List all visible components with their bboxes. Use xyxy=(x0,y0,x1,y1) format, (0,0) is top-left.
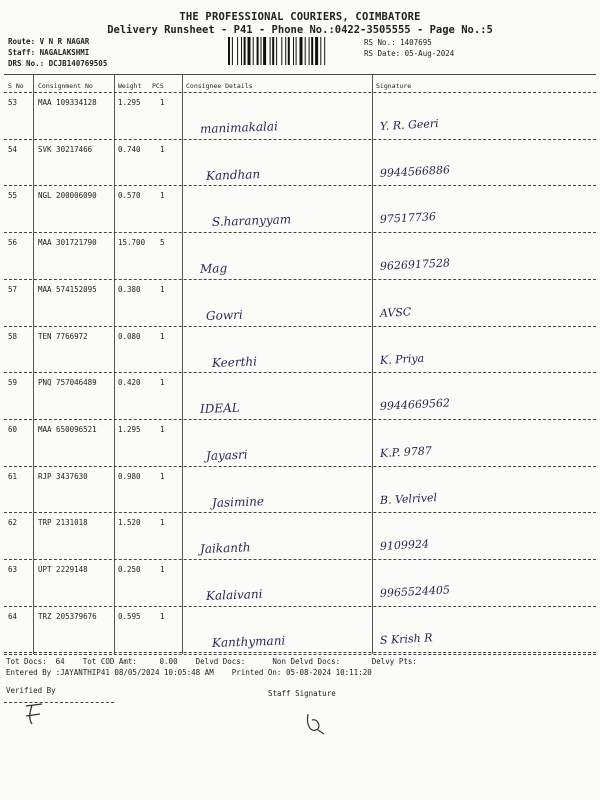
row-sno: 53 xyxy=(8,98,18,107)
row-sno: 58 xyxy=(8,331,18,341)
row-signature-handwriting: K.P. 9787 xyxy=(379,444,433,460)
barcode-bar xyxy=(300,37,303,65)
row-consignment-no: UPT 2229148 xyxy=(38,565,88,574)
row-divider xyxy=(4,512,596,513)
row-signature-handwriting: S Krish R xyxy=(379,630,433,647)
verified-by-label: Verified By xyxy=(6,686,56,695)
row-sno: 54 xyxy=(8,144,18,154)
barcode-bar xyxy=(305,37,306,65)
row-sno: 62 xyxy=(8,518,18,528)
drs-number: DRS No.: DCJB140769505 xyxy=(8,59,108,68)
row-consignee-handwriting: Gowri xyxy=(205,307,243,323)
route-label: Route: V N R NAGAR xyxy=(8,37,90,46)
row-consignment-no: SVK 30217466 xyxy=(38,144,93,154)
barcode-bar xyxy=(276,37,277,65)
staff-signature-mark xyxy=(300,708,330,738)
barcode-bar xyxy=(248,37,251,65)
row-signature-handwriting: 9944566886 xyxy=(379,163,451,180)
row-signature-handwriting: 97517736 xyxy=(379,210,437,227)
col-signature: Signature xyxy=(376,82,412,90)
barcode-bar xyxy=(263,37,266,65)
row-divider xyxy=(4,606,596,607)
row-consignee-handwriting: S.haranyyam xyxy=(211,212,292,230)
rs-number: RS No.: 1407695 xyxy=(364,38,432,47)
barcode-bar xyxy=(293,37,294,65)
barcode xyxy=(228,37,360,65)
row-consignment-no: TRP 2131018 xyxy=(38,518,88,528)
barcode-bar xyxy=(315,37,318,65)
row-pcs: 1 xyxy=(160,191,165,201)
row-sno: 64 xyxy=(8,611,18,621)
row-consignment-no: RJP 3437630 xyxy=(38,471,88,481)
col-divider xyxy=(372,74,373,654)
row-consignee-handwriting: Kanthymani xyxy=(211,633,286,650)
row-weight: 1.295 xyxy=(118,424,141,434)
barcode-bar xyxy=(232,37,233,65)
row-pcs: 1 xyxy=(160,565,165,574)
row-consignee-handwriting: Kalaivani xyxy=(205,587,263,603)
row-signature-handwriting: 9626917528 xyxy=(379,256,451,274)
row-pcs: 1 xyxy=(160,471,165,481)
row-pcs: 1 xyxy=(160,144,165,154)
row-signature-handwriting: K. Priya xyxy=(379,351,425,367)
row-weight: 0.595 xyxy=(118,611,141,621)
row-signature-handwriting: Y. R. Geeri xyxy=(379,116,439,133)
rs-date: RS Date: 05-Aug-2024 xyxy=(364,49,455,58)
table-top-rule xyxy=(4,74,596,75)
row-consignee-handwriting: manimakalai xyxy=(199,119,279,136)
row-sno: 63 xyxy=(8,565,18,574)
row-consignee-handwriting: Kandhan xyxy=(205,166,261,183)
row-sno: 61 xyxy=(8,471,18,481)
verified-signature-mark xyxy=(20,700,50,730)
table-header-rule xyxy=(4,92,596,93)
row-pcs: 1 xyxy=(160,378,165,388)
row-divider xyxy=(4,185,596,186)
row-consignee-handwriting: Keerthi xyxy=(211,353,258,370)
row-weight: 0.420 xyxy=(118,378,141,388)
row-divider xyxy=(4,139,596,140)
document-title: THE PROFESSIONAL COURIERS, COIMBATORE xyxy=(179,11,421,23)
row-divider xyxy=(4,419,596,420)
barcode-bar xyxy=(324,37,325,65)
row-signature-handwriting: AVSC xyxy=(379,305,412,320)
row-consignment-no: TEN 7766972 xyxy=(38,331,88,341)
barcode-bar xyxy=(241,37,242,65)
row-consignment-no: MAA 301721790 xyxy=(38,238,97,248)
row-consignee-handwriting: Mag xyxy=(199,261,228,277)
barcode-bar xyxy=(237,37,238,65)
row-weight: 0.740 xyxy=(118,144,141,154)
row-pcs: 1 xyxy=(160,331,165,341)
barcode-bar xyxy=(288,37,290,65)
barcode-bar xyxy=(270,37,271,65)
row-pcs: 5 xyxy=(160,238,165,248)
barcode-bar xyxy=(311,37,313,65)
row-sno: 57 xyxy=(8,284,18,294)
barcode-bar xyxy=(253,37,254,65)
document-subtitle: Delivery Runsheet - P41 - Phone No.:0422-3505555 - Page No.:5 xyxy=(107,24,493,36)
col-divider xyxy=(33,74,34,654)
staff-signature-label: Staff Signature xyxy=(268,689,336,698)
row-pcs: 1 xyxy=(160,424,165,434)
row-weight: 0.980 xyxy=(118,471,141,481)
col-sno: S No xyxy=(8,82,24,90)
row-weight: 1.295 xyxy=(118,98,141,107)
col-consignee: Consignee Details xyxy=(186,82,253,90)
row-divider xyxy=(4,326,596,327)
row-sno: 56 xyxy=(8,238,18,248)
row-sno: 55 xyxy=(8,191,18,201)
barcode-bar xyxy=(228,37,230,65)
row-consignment-no: TRZ 205379676 xyxy=(38,611,97,621)
row-weight: 15.700 xyxy=(118,238,146,248)
row-divider xyxy=(4,466,596,467)
row-consignment-no: MAA 650096521 xyxy=(38,424,97,434)
staff-label: Staff: NAGALAKSHMI xyxy=(8,48,90,57)
entered-by-line: Entered By :JAYANTHIP41 08/05/2024 10:05:48 AM Printed On: 05-08-2024 10:11:20 xyxy=(6,668,372,677)
row-pcs: 1 xyxy=(160,284,165,294)
row-weight: 0.380 xyxy=(118,284,141,294)
row-consignee-handwriting: Jayasri xyxy=(205,447,248,463)
row-consignee-handwriting: IDEAL xyxy=(199,400,240,417)
row-signature-handwriting: 9109924 xyxy=(379,537,430,554)
row-signature-handwriting: 9944669562 xyxy=(379,396,451,414)
col-divider xyxy=(182,74,183,654)
row-consignment-no: MAA 109334128 xyxy=(38,98,97,107)
row-divider xyxy=(4,232,596,233)
row-consignment-no: NGL 200006090 xyxy=(38,191,97,201)
barcode-bar xyxy=(281,37,282,65)
row-consignee-handwriting: Jasimine xyxy=(211,493,265,510)
row-consignee-handwriting: Jaikanth xyxy=(199,540,251,557)
row-divider xyxy=(4,559,596,560)
col-pcs: PCS xyxy=(152,82,164,90)
col-divider xyxy=(114,74,115,654)
col-consignment: Consignment No xyxy=(38,82,93,90)
row-pcs: 1 xyxy=(160,611,165,621)
col-weight: Weight xyxy=(118,82,142,90)
barcode-bar xyxy=(257,37,259,65)
row-pcs: 1 xyxy=(160,518,165,528)
table-bottom-rule xyxy=(4,654,596,655)
row-pcs: 1 xyxy=(160,98,165,107)
row-weight: 1.520 xyxy=(118,518,141,528)
row-signature-handwriting: B. Velrivel xyxy=(379,490,438,507)
row-signature-handwriting: 9965524405 xyxy=(379,583,451,600)
totals-line: Tot Docs: 64 Tot COD Amt: 0.00 Delvd Docs: Non Delvd Docs: Delvy Pts: xyxy=(6,657,417,666)
row-weight: 0.080 xyxy=(118,331,141,341)
row-divider xyxy=(4,279,596,280)
barcode-bar xyxy=(272,37,274,65)
barcode-bar xyxy=(261,37,262,65)
row-divider xyxy=(4,372,596,373)
row-consignment-no: MAA 574152095 xyxy=(38,284,97,294)
barcode-bar xyxy=(296,37,297,65)
row-weight: 0.570 xyxy=(118,191,141,201)
row-weight: 0.250 xyxy=(118,565,141,574)
barcode-bar xyxy=(309,37,310,65)
row-sno: 60 xyxy=(8,424,18,434)
barcode-bar xyxy=(285,37,286,65)
row-sno: 59 xyxy=(8,378,18,388)
row-consignment-no: PNQ 757046489 xyxy=(38,378,97,388)
barcode-bar xyxy=(320,37,321,65)
barcode-bar xyxy=(244,37,246,65)
